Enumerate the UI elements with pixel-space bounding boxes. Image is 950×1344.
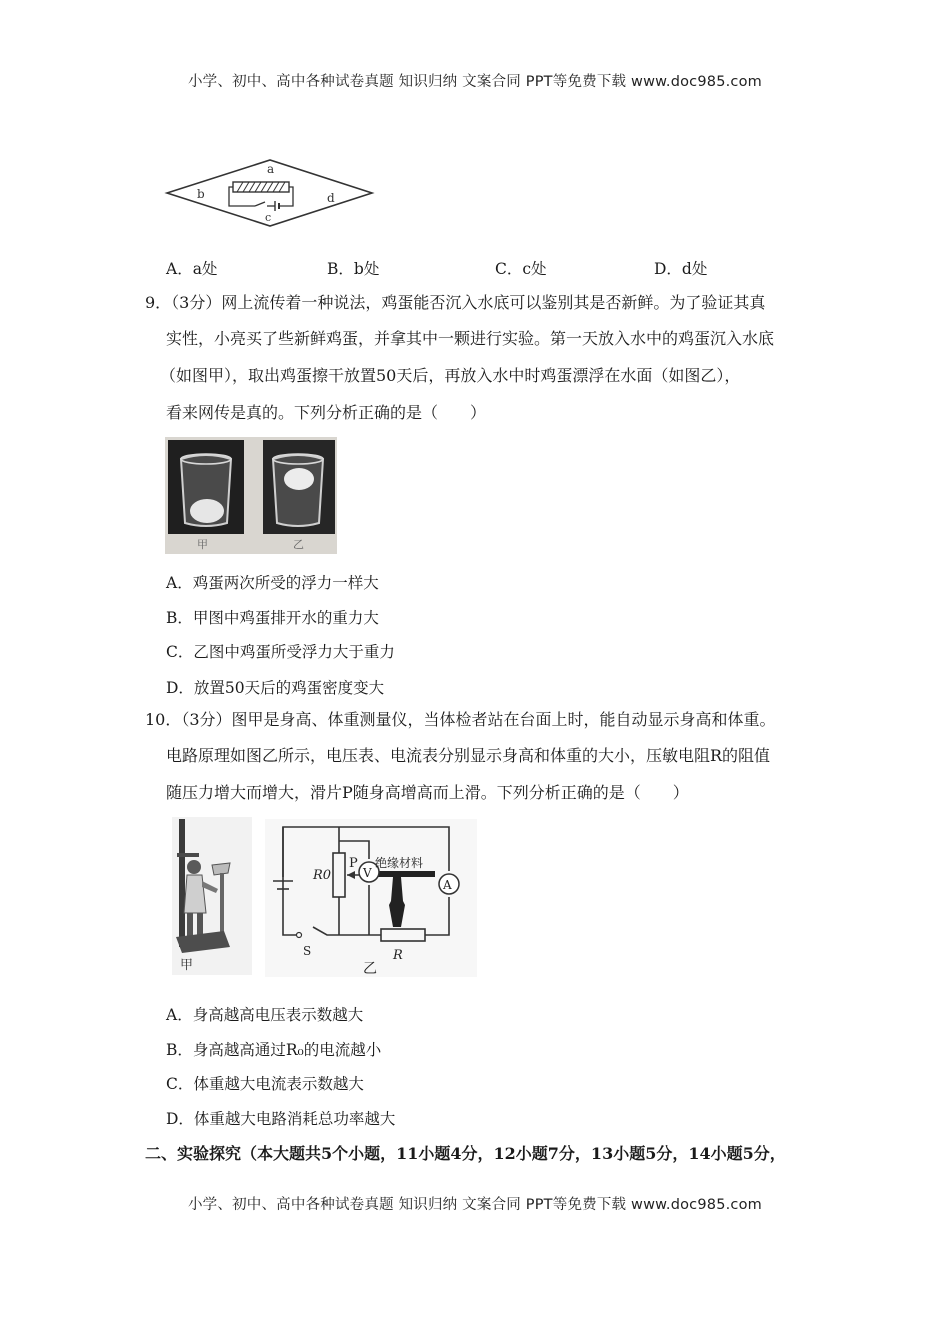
q10-stem-line-2: 电路原理如图乙所示，电压表、电流表分别显示身高和体重的大小，压敏电阻R的阻值 <box>166 746 771 765</box>
q8-circuit-figure <box>165 158 375 230</box>
q10-insulator-label: 绝缘材料 <box>375 856 424 870</box>
q10-label-jia: 甲 <box>180 958 194 973</box>
q9-option-c: C．乙图中鸡蛋所受浮力大于重力 <box>166 643 395 661</box>
q8-option-c: C．c处 <box>495 260 547 278</box>
q8-option-d: D．d处 <box>654 260 708 278</box>
q9-stem-line-3: （如图甲），取出鸡蛋擦干放置50天后，再放入水中时鸡蛋漂浮在水面（如图乙）， <box>160 366 741 385</box>
q9-stem-line-4: 看来网传是真的。下列分析正确的是（ ） <box>166 403 487 422</box>
q10-option-a: A．身高越高电压表示数越大 <box>166 1006 364 1024</box>
q10-circuit-diagram <box>265 819 477 977</box>
page-header: 小学、初中、高中各种试卷真题 知识归纳 文案合同 PPT等免费下载 www.doc985.com <box>187 74 763 90</box>
section-2-title: 二、实验探究（本大题共5个小题，11小题4分，12小题7分，13小题5分，14小题5分， <box>145 1144 786 1163</box>
q8-label-a: a <box>267 162 275 176</box>
page-footer: 小学、初中、高中各种试卷真题 知识归纳 文案合同 PPT等免费下载 www.doc985.com <box>187 1197 763 1213</box>
q10-switch-label: S <box>303 944 312 958</box>
q10-resistor-label: R <box>393 948 403 963</box>
q10-ammeter-label: A <box>443 878 452 892</box>
q8-option-a: A．a处 <box>166 260 218 278</box>
q10-stem-line-3: 随压力增大而增大，滑片P随身高增高而上滑。下列分析正确的是（ ） <box>166 783 689 802</box>
q10-voltmeter-label: V <box>363 866 372 880</box>
q9-label-jia: 甲 <box>197 538 208 551</box>
q10-option-c: C．体重越大电流表示数越大 <box>166 1075 364 1093</box>
q10-label-yi: 乙 <box>363 961 377 977</box>
q10-option-d: D．体重越大电路消耗总功率越大 <box>166 1110 396 1128</box>
q10-stem-line-1: 10．（3分）图甲是身高、体重测量仪，当体检者站在台面上时，能自动显示身高和体重。 <box>145 710 776 729</box>
q10-p-label: P <box>349 856 358 871</box>
q9-stem-line-2: 实性，小亮买了些新鲜鸡蛋，并拿其中一颗进行实验。第一天放入水中的鸡蛋沉入水底 <box>166 329 775 348</box>
q8-label-c: c <box>265 211 272 224</box>
q9-option-a: A．鸡蛋两次所受的浮力一样大 <box>166 574 379 592</box>
q8-label-b: b <box>197 187 205 201</box>
q10-r0-label: R0 <box>313 868 332 883</box>
q8-option-b: B．b处 <box>327 260 380 278</box>
q9-option-d: D．放置50天后的鸡蛋密度变大 <box>166 679 385 697</box>
q9-label-yi: 乙 <box>293 538 304 551</box>
q9-egg-photo <box>165 437 337 554</box>
q10-option-b: B．身高越高通过R₀的电流越小 <box>166 1041 382 1059</box>
q8-label-d: d <box>327 191 335 205</box>
q10-scale-photo <box>172 817 252 975</box>
q9-stem-line-1: 9．（3分）网上流传着一种说法，鸡蛋能否沉入水底可以鉴别其是否新鲜。为了验证其真 <box>145 293 766 312</box>
q9-option-b: B．甲图中鸡蛋排开水的重力大 <box>166 609 379 627</box>
